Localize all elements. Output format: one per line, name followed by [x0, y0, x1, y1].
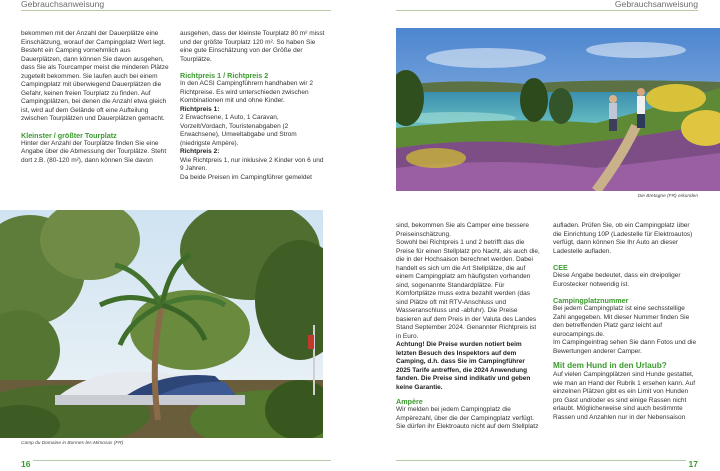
coast-illustration [396, 28, 720, 191]
heading-ampere: Ampère [396, 397, 423, 406]
running-header-left: Gebrauchsanweisung [21, 0, 105, 9]
header-rule-right [396, 10, 698, 11]
left-page-column-1 [21, 30, 169, 165]
right-page-column-2 [553, 222, 699, 422]
page-number-left: 16 [21, 459, 31, 469]
footer-rule-right [396, 460, 686, 461]
heading-richtpreis: Richtpreis 1 / Richtpreis 2 [180, 71, 269, 80]
paragraph-hund-urlaub: Auf vielen Campingplätzen sind Hunde gestattet, wie man an Hand der Rubrik 1 ersehen kann. Auf einzelnen Plätzen gibt es ein Limit von Hunden pro Gast und/oder es sind einige Rassen nicht erlaubt. Möglicherweise sind auch bestimmte Rassen und Anzahlen nur in der Nebensaison [553, 371, 696, 421]
photo-bretagne-coast [396, 28, 720, 191]
heading-cee: CEE [553, 263, 568, 272]
caption-bretagne: Die Bretagne (FR) erkunden [637, 194, 698, 199]
header-rule-left [21, 10, 331, 11]
paragraph-tourplatz: Hinter der Anzahl der Tourplätze finden Sie eine Angabe über die Abmessung der Tourplätze. Steht dort z.B. (80-120 m²), dann können Sie davon [21, 139, 167, 164]
label-richtpreis-2: Richtpreis 2: [180, 148, 220, 155]
paragraph-richtpreis-closing: Da beide Preisen im Campingführer gemeldet [180, 173, 312, 181]
paragraph-cee: Diese Angabe bedeutet, dass ein dreipoliger Eurostecker notwendig ist. [553, 272, 681, 288]
footer-rule-left [33, 460, 331, 461]
caption-campsite: Camp du Domaine in Bormes-les-Mimosas (FR) [21, 441, 124, 446]
label-richtpreis-1: Richtpreis 1: [180, 105, 220, 113]
heading-tourplatz: Kleinster / größter Tourplatz [21, 130, 117, 140]
paragraph-ampere: Wir melden bei jedem Campingplatz die Ampèrezahl, über die der Campingplatz verfügt. Sie dürfen ihr Elektroauto nicht auf dem Stellplatz [396, 406, 539, 430]
text-richtpreis-1: 2 Erwachsene, 1 Auto, 1 Caravan, Vorzelt/Vordach, Touristenabgaben (2 Erwachsene), Umweltabgabe und Strom (niedrigste Ampère). [180, 114, 297, 147]
paragraph-richtpreise-details: Sowohl bei Richtpreis 1 und 2 betrifft das die Preise für einen Stellplatz pro Nacht, als auch die, die in der Hochsaison berechnet werden. Dabei handelt es sich um die Art Stellplätze, die auf einem Campingplatz am häufigsten vorhanden sind, sogenannte Standardplätze. Für Komfortplätze muss extra bezahlt werden (das sind Plätze oft mit RTV-Anschluss und Wasseranschluss und -abfuhr). Die Preise basieren auf dem Preis in der Valuta des Landes Stand September 2024. Genannter Richtpreis ist in Euro. [396, 239, 540, 340]
paragraph-dauerplaetze: bekommen mit der Anzahl der Dauerplätze eine Einschätzung, worauf der Campingplatz Wert legt. Besteht ein Camping vornehmlich aus Dauerplätzen, dann können Sie davon ausgehen, dass Sie als Tourcamper meist die minderen Plätze zugeteilt bekommen. Sie laufen auch bei einem Campingplatz mit überwiegend Dauerplätzen die Gefahr, keinen freien Tourplatz zu finden. Auf Campingplätzen, bei denen die Anzahl etwa gleich ist, wird auf dem Gelände oft eine Aufteilung zwischen Tourplätzen und Dauerplätzen gemacht. [21, 30, 169, 122]
running-header-right: Gebrauchsanweisung [614, 0, 698, 9]
paragraph-richtpreis: In den ACSI Campingführern handhaben wir 2 Richtpreise. Es wird unterschieden zwischen Kombinationen mit und ohne Kinder. [180, 80, 313, 104]
paragraph-aufladen: aufladen. Prüfen Sie, ob ein Campingplatz über die Einrichtung 10P (Ladestelle für Elektroautos) verfügt, dann können Sie Ihr Auto an dieser Ladestelle aufladen. [553, 222, 693, 255]
paragraph-campingeintrag: Im Campingeintrag sehen Sie dann Fotos und die Bewertungen anderer Camper. [553, 339, 697, 355]
right-page-column-1 [396, 222, 541, 432]
photo-campsite-palm [0, 210, 323, 438]
paragraph-campingplatznummer: Bei jedem Campingplatz ist eine sechsstellige Zahl angegeben. Mit dieser Nummer finden Sie den betreffenden Platz ganz leicht auf eurocampings.de. [553, 305, 690, 338]
heading-campingplatznummer: Campingplatznummer [553, 296, 629, 305]
paragraph-preiseinschaetzung: sind, bekommen Sie als Camper eine bessere Preiseinschätzung. [396, 222, 529, 238]
paragraph-achtung: Achtung! Die Preise wurden notiert beim letzten Besuch des Inspektors auf dem Camping, d.h. dass Sie im Campingführer 2025 Tarife antreffen, die 2024 Anwendung fanden. Die Preise sind indikativ und geben keine Garantie. [396, 341, 531, 391]
heading-hund-urlaub: Mit dem Hund in den Urlaub? [553, 361, 667, 370]
campsite-illustration [0, 210, 323, 438]
page-number-right: 17 [688, 459, 698, 469]
text-richtpreis-2: Wie Richtpreis 1, nur inklusive 2 Kinder von 6 und 9 Jahren. [180, 156, 324, 172]
left-page-column-2 [180, 30, 326, 182]
paragraph-tourplatz-continued: ausgehen, dass der kleinste Tourplatz 80 m² misst und der größte Tourplatz 120 m². So haben Sie eine gute Einschätzung von der Größe der Tourplätze. [180, 30, 325, 63]
